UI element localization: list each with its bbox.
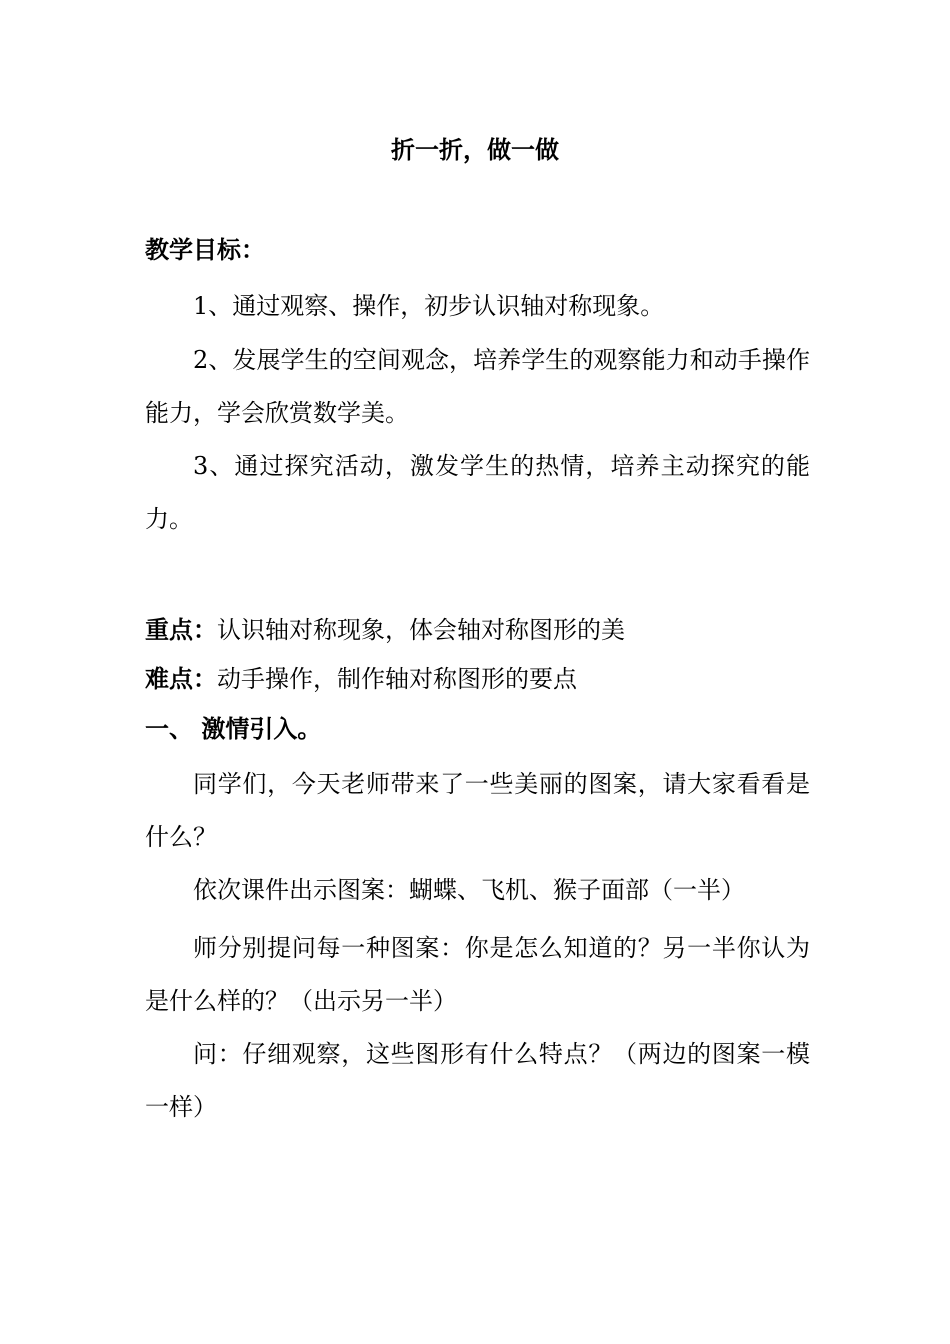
section1-paragraph-3: 师分别提问每一种图案：你是怎么知道的？另一半你认为是什么样的？（出示另一半） <box>145 934 810 1015</box>
section1-paragraph-4: 问：仔细观察，这些图形有什么特点？（两边的图案一模一样） <box>145 1040 810 1121</box>
key-point <box>145 612 810 648</box>
difficulty <box>145 661 810 697</box>
section1-paragraph-2: 依次课件出示图案：蝴蝶、飞机、猴子面部（一半） <box>193 876 745 904</box>
objective-1: 1、通过观察、操作，初步认识轴对称现象。 <box>193 292 665 320</box>
section1-paragraph-1: 同学们，今天老师带来了一些美丽的图案，请大家看看是什么？ <box>145 770 810 851</box>
key-point-text: 认识轴对称现象，体会轴对称图形的美 <box>217 616 625 644</box>
objective-3: 3、通过探究活动，激发学生的热情，培养主动探究的能力。 <box>145 452 810 533</box>
section1-heading: 一、 激情引入。 <box>145 715 322 743</box>
document-title: 折一折，做一做 <box>391 136 559 164</box>
difficulty-text: 动手操作，制作轴对称图形的要点 <box>217 665 577 693</box>
objective-2: 2、发展学生的空间观念，培养学生的观察能力和动手操作能力，学会欣赏数学美。 <box>145 346 810 427</box>
key-point-label: 重点： <box>145 616 217 644</box>
difficulty-label: 难点： <box>145 665 217 693</box>
objectives-heading: 教学目标： <box>145 236 265 264</box>
